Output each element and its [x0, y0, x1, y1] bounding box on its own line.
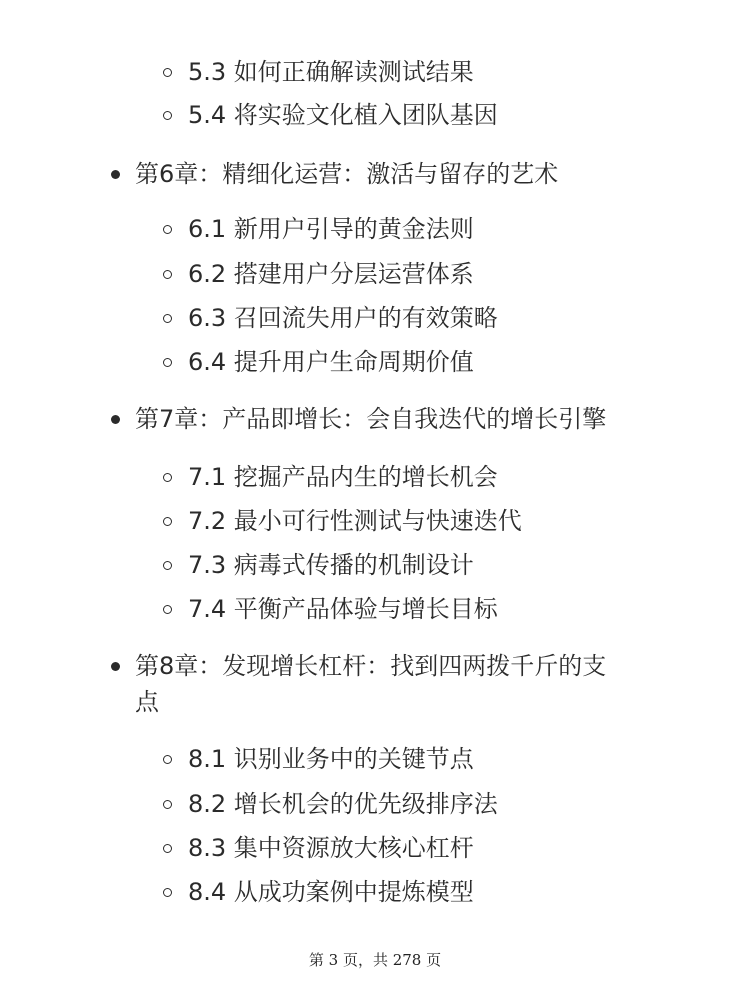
chapter-item: 第8章：发现增长杠杆：找到四两拨千斤的支 — [135, 652, 607, 680]
subsection-item: 6.2 搭建用户分层运营体系 — [188, 260, 474, 288]
sub-bullet-icon — [163, 888, 172, 897]
chapter-bullet-icon — [111, 415, 120, 424]
subsection-item: 8.4 从成功案例中提炼模型 — [188, 878, 474, 906]
sub-bullet-icon — [163, 68, 172, 77]
subsection-item: 5.3 如何正确解读测试结果 — [188, 58, 474, 86]
subsection-item: 6.4 提升用户生命周期价值 — [188, 348, 474, 376]
sub-bullet-icon — [163, 844, 172, 853]
sub-bullet-icon — [163, 755, 172, 764]
chapter-item: 第7章：产品即增长：会自我迭代的增长引擎 — [135, 405, 607, 433]
sub-bullet-icon — [163, 314, 172, 323]
sub-bullet-icon — [163, 111, 172, 120]
sub-bullet-icon — [163, 800, 172, 809]
subsection-item: 7.1 挖掘产品内生的增长机会 — [188, 463, 498, 491]
chapter-item-continuation: 点 — [135, 688, 159, 716]
sub-bullet-icon — [163, 270, 172, 279]
subsection-item: 8.2 增长机会的优先级排序法 — [188, 790, 498, 818]
page-number-footer: 第 3 页，共 278 页 — [308, 951, 442, 969]
sub-bullet-icon — [163, 605, 172, 614]
subsection-item: 5.4 将实验文化植入团队基因 — [188, 101, 498, 129]
subsection-item: 6.3 召回流失用户的有效策略 — [188, 304, 498, 332]
subsection-item: 7.4 平衡产品体验与增长目标 — [188, 595, 498, 623]
chapter-bullet-icon — [111, 662, 120, 671]
chapter-bullet-icon — [111, 170, 120, 179]
sub-bullet-icon — [163, 358, 172, 367]
subsection-item: 6.1 新用户引导的黄金法则 — [188, 215, 474, 243]
subsection-item: 8.1 识别业务中的关键节点 — [188, 745, 474, 773]
subsection-item: 7.2 最小可行性测试与快速迭代 — [188, 507, 522, 535]
subsection-item: 7.3 病毒式传播的机制设计 — [188, 551, 474, 579]
sub-bullet-icon — [163, 517, 172, 526]
subsection-item: 8.3 集中资源放大核心杠杆 — [188, 834, 474, 862]
chapter-item: 第6章：精细化运营：激活与留存的艺术 — [135, 160, 559, 188]
sub-bullet-icon — [163, 225, 172, 234]
sub-bullet-icon — [163, 473, 172, 482]
sub-bullet-icon — [163, 561, 172, 570]
